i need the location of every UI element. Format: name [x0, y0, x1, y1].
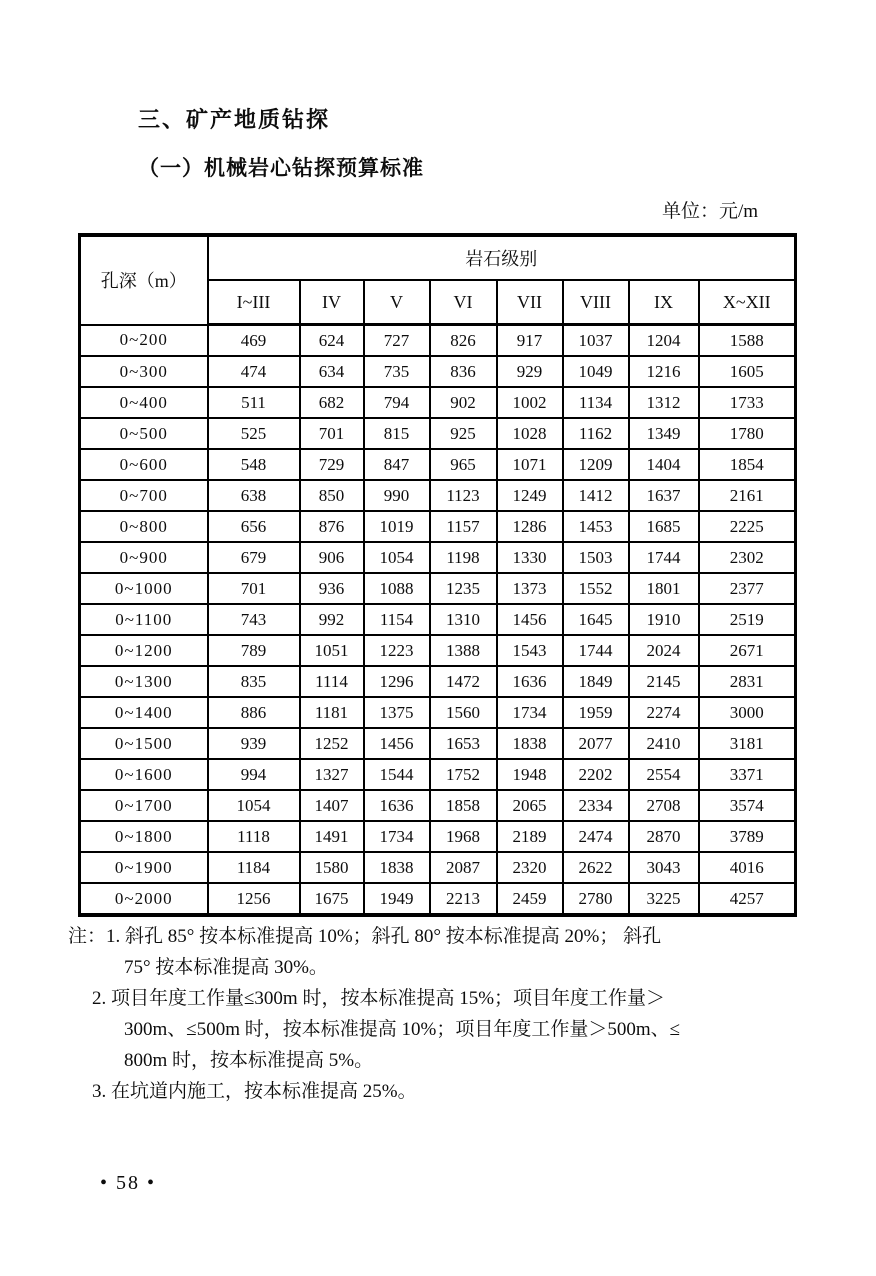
- value-cell: 815: [364, 418, 430, 449]
- value-cell: 701: [300, 418, 364, 449]
- value-cell: 525: [208, 418, 300, 449]
- value-cell: 743: [208, 604, 300, 635]
- table-body: [80, 325, 796, 916]
- value-cell: 1456: [497, 604, 563, 635]
- value-cell: 1948: [497, 759, 563, 790]
- table-row: [80, 573, 796, 604]
- value-cell: 2334: [563, 790, 629, 821]
- value-cell: 682: [300, 387, 364, 418]
- value-cell: 1580: [300, 852, 364, 883]
- depth-cell: 0~400: [80, 387, 208, 418]
- value-cell: 1744: [629, 542, 699, 573]
- value-cell: 1685: [629, 511, 699, 542]
- table-row: [80, 480, 796, 511]
- value-cell: 847: [364, 449, 430, 480]
- value-cell: 1198: [430, 542, 497, 573]
- depth-cell: 0~1300: [80, 666, 208, 697]
- value-cell: 835: [208, 666, 300, 697]
- value-cell: 1910: [629, 604, 699, 635]
- value-cell: 1653: [430, 728, 497, 759]
- value-cell: 3574: [699, 790, 796, 821]
- value-cell: 925: [430, 418, 497, 449]
- value-cell: 2225: [699, 511, 796, 542]
- value-cell: 1543: [497, 635, 563, 666]
- value-cell: 1801: [629, 573, 699, 604]
- value-cell: 1560: [430, 697, 497, 728]
- value-cell: 1204: [629, 325, 699, 357]
- value-cell: 1209: [563, 449, 629, 480]
- value-cell: 511: [208, 387, 300, 418]
- value-cell: 1310: [430, 604, 497, 635]
- table-row: [80, 418, 796, 449]
- value-cell: 2202: [563, 759, 629, 790]
- column-header-grade-4: IV: [300, 280, 364, 325]
- value-cell: 1636: [364, 790, 430, 821]
- value-cell: 469: [208, 325, 300, 357]
- table-row: [80, 356, 796, 387]
- value-cell: 701: [208, 573, 300, 604]
- value-cell: 1256: [208, 883, 300, 915]
- drilling-budget-table: [78, 233, 797, 917]
- value-cell: 735: [364, 356, 430, 387]
- value-cell: 1375: [364, 697, 430, 728]
- value-cell: 1544: [364, 759, 430, 790]
- column-header-grade-10-12: X~XII: [699, 280, 796, 325]
- value-cell: 1312: [629, 387, 699, 418]
- note-line: 2. 项目年度工作量≤300m 时，按本标准提高 15%；项目年度工作量＞: [92, 988, 666, 1009]
- value-cell: 1733: [699, 387, 796, 418]
- value-cell: 2320: [497, 852, 563, 883]
- value-cell: 1037: [563, 325, 629, 357]
- table-row: [80, 821, 796, 852]
- value-cell: 3789: [699, 821, 796, 852]
- value-cell: 1838: [364, 852, 430, 883]
- value-cell: 729: [300, 449, 364, 480]
- group-header-row: [80, 235, 796, 280]
- value-cell: 1216: [629, 356, 699, 387]
- note-line: 3. 在坑道内施工，按本标准提高 25%。: [92, 1081, 417, 1102]
- table-row: [80, 883, 796, 915]
- value-cell: 1373: [497, 573, 563, 604]
- value-cell: 1088: [364, 573, 430, 604]
- value-cell: 836: [430, 356, 497, 387]
- value-cell: 789: [208, 635, 300, 666]
- value-cell: 1453: [563, 511, 629, 542]
- value-cell: 1588: [699, 325, 796, 357]
- value-cell: 1472: [430, 666, 497, 697]
- value-cell: 1412: [563, 480, 629, 511]
- value-cell: 1049: [563, 356, 629, 387]
- value-cell: 1838: [497, 728, 563, 759]
- depth-cell: 0~1500: [80, 728, 208, 759]
- value-cell: 1968: [430, 821, 497, 852]
- value-cell: 624: [300, 325, 364, 357]
- value-cell: 4016: [699, 852, 796, 883]
- value-cell: 826: [430, 325, 497, 357]
- value-cell: 1637: [629, 480, 699, 511]
- value-cell: 929: [497, 356, 563, 387]
- value-cell: 1752: [430, 759, 497, 790]
- value-cell: 1552: [563, 573, 629, 604]
- value-cell: 1330: [497, 542, 563, 573]
- value-cell: 902: [430, 387, 497, 418]
- value-cell: 634: [300, 356, 364, 387]
- value-cell: 1286: [497, 511, 563, 542]
- depth-cell: 0~300: [80, 356, 208, 387]
- value-cell: 2671: [699, 635, 796, 666]
- value-cell: 1744: [563, 635, 629, 666]
- value-cell: 1959: [563, 697, 629, 728]
- value-cell: 1734: [497, 697, 563, 728]
- value-cell: 1235: [430, 573, 497, 604]
- value-cell: 1456: [364, 728, 430, 759]
- value-cell: 1296: [364, 666, 430, 697]
- value-cell: 1404: [629, 449, 699, 480]
- value-cell: 1184: [208, 852, 300, 883]
- depth-cell: 0~1700: [80, 790, 208, 821]
- depth-cell: 0~900: [80, 542, 208, 573]
- value-cell: 3043: [629, 852, 699, 883]
- depth-cell: 0~1400: [80, 697, 208, 728]
- value-cell: 2065: [497, 790, 563, 821]
- table-row: [80, 697, 796, 728]
- table-row: [80, 387, 796, 418]
- value-cell: 1636: [497, 666, 563, 697]
- value-cell: 2780: [563, 883, 629, 915]
- value-cell: 4257: [699, 883, 796, 915]
- depth-cell: 0~2000: [80, 883, 208, 915]
- depth-cell: 0~500: [80, 418, 208, 449]
- depth-cell: 0~1800: [80, 821, 208, 852]
- value-cell: 2024: [629, 635, 699, 666]
- value-cell: 992: [300, 604, 364, 635]
- value-cell: 2213: [430, 883, 497, 915]
- column-header-grade-6: VI: [430, 280, 497, 325]
- value-cell: 994: [208, 759, 300, 790]
- depth-cell: 0~200: [80, 325, 208, 357]
- depth-cell: 0~700: [80, 480, 208, 511]
- value-cell: 1114: [300, 666, 364, 697]
- depth-cell: 0~600: [80, 449, 208, 480]
- value-cell: 1407: [300, 790, 364, 821]
- value-cell: 965: [430, 449, 497, 480]
- value-cell: 1181: [300, 697, 364, 728]
- value-cell: 679: [208, 542, 300, 573]
- notes-block: [68, 921, 780, 1107]
- depth-cell: 0~800: [80, 511, 208, 542]
- value-cell: 1002: [497, 387, 563, 418]
- table-row: [80, 449, 796, 480]
- table-row: [80, 790, 796, 821]
- value-cell: 2554: [629, 759, 699, 790]
- value-cell: 2410: [629, 728, 699, 759]
- value-cell: 1645: [563, 604, 629, 635]
- value-cell: 2708: [629, 790, 699, 821]
- value-cell: 2622: [563, 852, 629, 883]
- table-row: [80, 604, 796, 635]
- subsection-title: （一）机械岩心钻探预算标准: [138, 156, 424, 180]
- value-cell: 1252: [300, 728, 364, 759]
- column-header-grade-8: VIII: [563, 280, 629, 325]
- value-cell: 3225: [629, 883, 699, 915]
- unit-label: 单位：元/m: [661, 201, 758, 222]
- value-cell: 1019: [364, 511, 430, 542]
- value-cell: 3371: [699, 759, 796, 790]
- value-cell: 850: [300, 480, 364, 511]
- value-cell: 656: [208, 511, 300, 542]
- value-cell: 794: [364, 387, 430, 418]
- depth-cell: 0~1900: [80, 852, 208, 883]
- value-cell: 1858: [430, 790, 497, 821]
- value-cell: 936: [300, 573, 364, 604]
- column-header-grade-7: VII: [497, 280, 563, 325]
- value-cell: 474: [208, 356, 300, 387]
- table-row: [80, 542, 796, 573]
- corner-header-hole-depth: 孔深（m）: [80, 235, 208, 325]
- section-title: 三、矿产地质钻探: [138, 107, 331, 132]
- value-cell: 2474: [563, 821, 629, 852]
- value-cell: 886: [208, 697, 300, 728]
- value-cell: 548: [208, 449, 300, 480]
- table-row: [80, 635, 796, 666]
- value-cell: 1154: [364, 604, 430, 635]
- value-cell: 1491: [300, 821, 364, 852]
- value-cell: 1605: [699, 356, 796, 387]
- value-cell: 2189: [497, 821, 563, 852]
- column-header-grade-1-3: I~III: [208, 280, 300, 325]
- value-cell: 2377: [699, 573, 796, 604]
- value-cell: 1223: [364, 635, 430, 666]
- value-cell: 1123: [430, 480, 497, 511]
- table-header: [80, 235, 796, 325]
- value-cell: 3181: [699, 728, 796, 759]
- note-line: 300m、≤500m 时，按本标准提高 10%；项目年度工作量＞500m、≤: [124, 1019, 681, 1040]
- value-cell: 1388: [430, 635, 497, 666]
- value-cell: 1028: [497, 418, 563, 449]
- table-row: [80, 728, 796, 759]
- value-cell: 1118: [208, 821, 300, 852]
- note-line: 800m 时，按本标准提高 5%。: [124, 1050, 374, 1071]
- depth-cell: 0~1100: [80, 604, 208, 635]
- value-cell: 3000: [699, 697, 796, 728]
- table-row: [80, 325, 796, 357]
- value-cell: 2161: [699, 480, 796, 511]
- value-cell: 1051: [300, 635, 364, 666]
- value-cell: 2077: [563, 728, 629, 759]
- column-header-grade-5: V: [364, 280, 430, 325]
- table-row: [80, 852, 796, 883]
- value-cell: 990: [364, 480, 430, 511]
- value-cell: 1054: [364, 542, 430, 573]
- depth-cell: 0~1200: [80, 635, 208, 666]
- value-cell: 638: [208, 480, 300, 511]
- page-number: • 58 •: [100, 1172, 157, 1194]
- value-cell: 727: [364, 325, 430, 357]
- note-line: 注：1. 斜孔 85° 按本标准提高 10%；斜孔 80° 按本标准提高 20%； 斜孔: [68, 926, 662, 947]
- value-cell: 1503: [563, 542, 629, 573]
- value-cell: 1675: [300, 883, 364, 915]
- value-cell: 1249: [497, 480, 563, 511]
- value-cell: 2519: [699, 604, 796, 635]
- table-row: [80, 511, 796, 542]
- group-header-rock-grade: 岩石级别: [208, 235, 796, 280]
- value-cell: 1949: [364, 883, 430, 915]
- value-cell: 1349: [629, 418, 699, 449]
- value-cell: 917: [497, 325, 563, 357]
- value-cell: 1854: [699, 449, 796, 480]
- value-cell: 1134: [563, 387, 629, 418]
- value-cell: 939: [208, 728, 300, 759]
- value-cell: 1849: [563, 666, 629, 697]
- table-row: [80, 666, 796, 697]
- value-cell: 1734: [364, 821, 430, 852]
- value-cell: 2274: [629, 697, 699, 728]
- table-row: [80, 759, 796, 790]
- value-cell: 2831: [699, 666, 796, 697]
- column-header-grade-9: IX: [629, 280, 699, 325]
- value-cell: 2145: [629, 666, 699, 697]
- value-cell: 876: [300, 511, 364, 542]
- value-cell: 1162: [563, 418, 629, 449]
- value-cell: 1071: [497, 449, 563, 480]
- value-cell: 1157: [430, 511, 497, 542]
- depth-cell: 0~1000: [80, 573, 208, 604]
- value-cell: 2087: [430, 852, 497, 883]
- value-cell: 2870: [629, 821, 699, 852]
- value-cell: 2459: [497, 883, 563, 915]
- value-cell: 1780: [699, 418, 796, 449]
- value-cell: 1054: [208, 790, 300, 821]
- note-line: 75° 按本标准提高 30%。: [124, 957, 328, 978]
- value-cell: 1327: [300, 759, 364, 790]
- value-cell: 906: [300, 542, 364, 573]
- depth-cell: 0~1600: [80, 759, 208, 790]
- value-cell: 2302: [699, 542, 796, 573]
